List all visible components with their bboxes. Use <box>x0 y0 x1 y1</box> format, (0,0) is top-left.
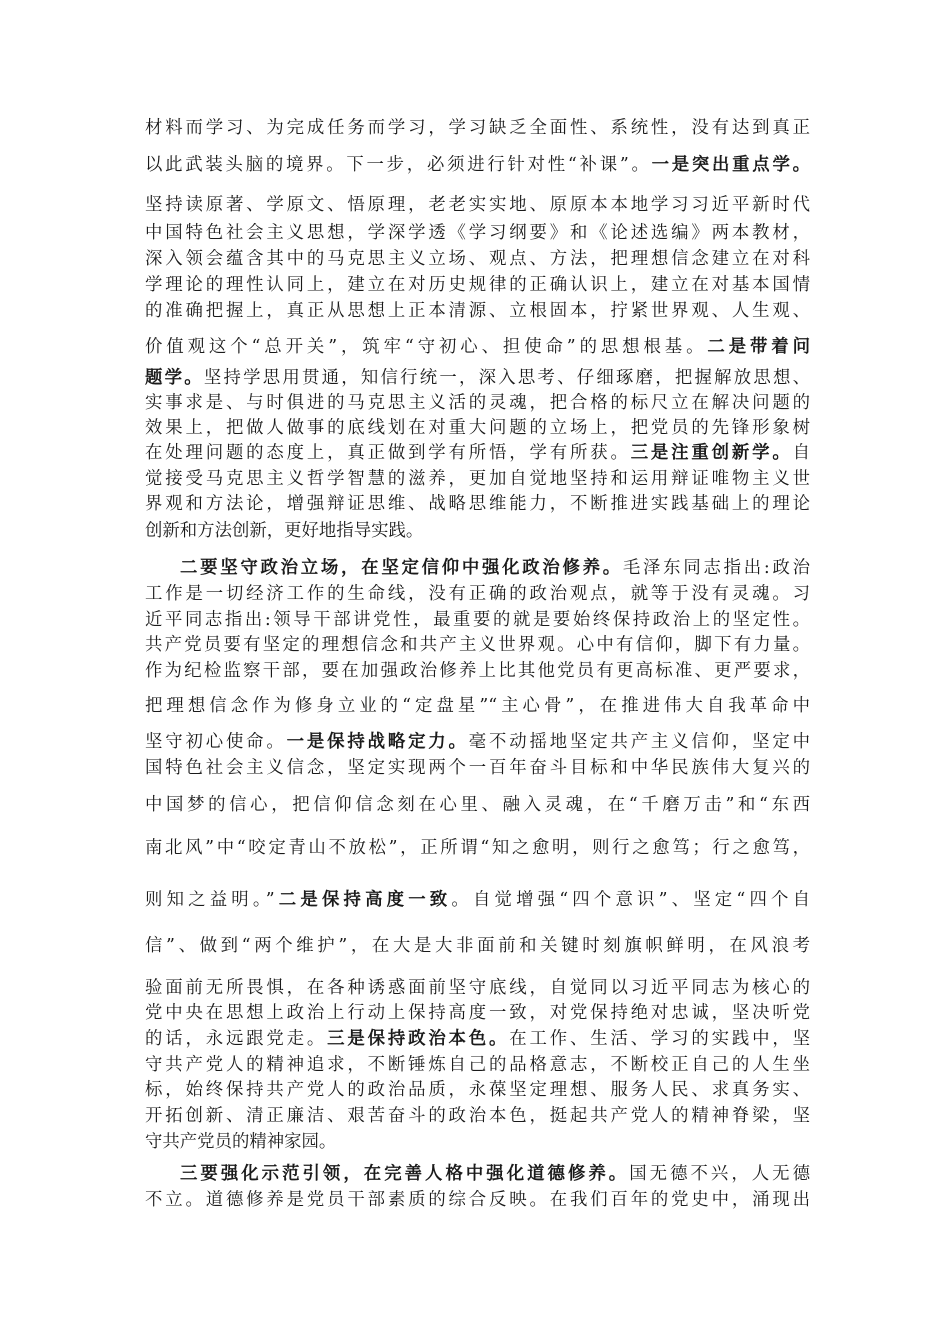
text-segment: 的准确把握上，真正从思想上正本清源、立根固本，拧紧世界观、人生观、 <box>145 301 810 321</box>
text-line <box>145 836 810 860</box>
text-line <box>180 1162 810 1186</box>
text-segment: 自 <box>792 443 810 463</box>
text-line <box>145 608 810 632</box>
bold-text-segment: 二是带着问 <box>707 337 810 357</box>
text-segment: 坚持读原著、学原文、悟原理，老老实实地、原原本本地学习习近平新时代 <box>145 195 810 215</box>
text-segment: 价值观这个“总开关”，筑牢“守初心、担使命”的思想根基。 <box>145 337 708 357</box>
text-segment: 南北风”中“咬定青山不放松”，正所谓“知之愈明，则行之愈笃；行之愈笃， <box>145 838 810 858</box>
text-segment: 实事求是、与时俱进的马克思主义活的灵魂，把合格的标尺立在解决问题的 <box>145 393 810 413</box>
bold-text-segment: 一是突出重点学。 <box>651 155 810 175</box>
text-segment: 坚守初心使命。 <box>145 732 287 752</box>
text-line <box>145 934 810 958</box>
text-segment: 验面前无所畏惧，在各种诱惑面前坚守底线，自觉同以习近平同志为核心的 <box>145 978 810 998</box>
text-segment: 近平同志指出:领导干部讲党性，最重要的就是要始终保持政治上的坚定性。 <box>145 610 810 630</box>
text-segment: 则知之益明。” <box>145 890 275 910</box>
text-segment: 材料而学习、为完成任务而学习，学习缺乏全面性、系统性，没有达到真正 <box>145 118 810 138</box>
text-line <box>145 1188 810 1212</box>
text-segment: 党中央在思想上政治上行动上保持高度一致，对党保持绝对忠诚，坚决听党 <box>145 1003 810 1023</box>
text-line <box>145 441 810 465</box>
bold-text-segment: 题学。 <box>145 368 204 388</box>
text-line <box>145 694 810 718</box>
text-segment: 守共产党人的精神追求，不断锤炼自己的品格意志，不断校正自己的人生坐 <box>145 1055 810 1075</box>
text-line <box>145 659 810 683</box>
bold-text-segment: 二是保持高度一致 <box>274 890 452 910</box>
text-segment: 深入领会蕴含其中的马克思主义立场、观点、方法，把理想信念建立在对科 <box>145 249 810 269</box>
text-line <box>145 1130 810 1154</box>
text-segment: 工作是一切经济工作的生命线，没有正确的政治观点，就等于没有灵魂。习 <box>145 584 810 604</box>
text-segment: 中国特色社会主义思想，学深学透《学习纲要》和《论述选编》两本教材， <box>145 223 810 243</box>
text-segment: 国无德不兴，人无德 <box>629 1164 810 1184</box>
text-segment: 的话，永远跟党走。 <box>145 1029 328 1049</box>
text-segment: 界观和方法论，增强辩证思维、战略思维能力，不断推进实践基础上的理论 <box>145 494 810 514</box>
text-segment: 创新和方法创新，更好地指导实践。 <box>145 521 424 541</box>
bold-text-segment: 一是保持战略定力。 <box>286 732 469 752</box>
text-line <box>145 519 810 543</box>
text-segment: 不立。道德修养是党员干部素质的综合反映。在我们百年的党史中，涌现出 <box>145 1190 810 1210</box>
text-segment: 在处理问题的态度上，真正做到学有所悟，学有所获。 <box>145 443 631 463</box>
text-line <box>145 888 810 912</box>
text-segment: 在工作、生活、学习的实践中，坚 <box>509 1029 810 1049</box>
text-line <box>145 1078 810 1102</box>
text-segment: 作为纪检监察干部，要在加强政治修养上比其他党员有更高标准、更严要求， <box>145 661 810 681</box>
text-segment: 守共产党员的精神家园。 <box>145 1132 337 1152</box>
text-line <box>180 556 810 580</box>
text-line <box>145 976 810 1000</box>
text-line <box>145 793 810 817</box>
bold-text-segment: 三是注重创新学。 <box>630 443 793 463</box>
text-line <box>145 193 810 217</box>
text-segment: 坚持学思用贯通，知信行统一，深入思考、仔细琢磨，把握解放思想、 <box>203 368 810 388</box>
text-line <box>145 247 810 271</box>
text-line <box>145 730 810 754</box>
text-segment: 中国梦的信心，把信仰信念刻在心里、融入灵魂，在“千磨万击”和“东西 <box>145 795 810 815</box>
text-line <box>145 366 810 390</box>
text-segment: 国特色社会主义信念，坚定实现两个一百年奋斗目标和中华民族伟大复兴的 <box>145 758 810 778</box>
text-line <box>145 1104 810 1128</box>
text-line <box>145 221 810 245</box>
text-line <box>145 299 810 323</box>
text-segment: 学理论的理性认同上，建立在对历史规律的正确认识上，建立在对基本国情 <box>145 275 810 295</box>
bold-text-segment: 三要强化示范引领，在完善人格中强化道德修养。 <box>180 1164 630 1184</box>
text-line <box>145 582 810 606</box>
text-segment: 共产党员要有坚定的理想信念和共产主义世界观。心中有信仰，脚下有力量。 <box>145 635 810 655</box>
text-segment: 效果上，把做人做事的底线划在对重大问题的立场上，把党员的先锋形象树 <box>145 418 810 438</box>
text-segment: 毫不动摇地坚定共产主义信仰，坚定中 <box>468 732 810 752</box>
text-segment: 以此武装头脑的境界。下一步，必须进行针对性“补课”。 <box>145 155 652 175</box>
text-segment: 标，始终保持共产党人的政治品质，永葆坚定理想、服务人民、求真务实、 <box>145 1080 810 1100</box>
text-line <box>145 273 810 297</box>
text-segment: 开拓创新、清正廉洁、艰苦奋斗的政治本色，挺起共产党人的精神脊梁，坚 <box>145 1106 810 1126</box>
text-line <box>145 633 810 657</box>
text-line <box>145 492 810 516</box>
text-segment: 把理想信念作为修身立业的“定盘星”“主心骨”，在推进伟大自我革命中 <box>145 696 810 716</box>
bold-text-segment: 二要坚守政治立场，在坚定信仰中强化政治修养。 <box>180 558 623 578</box>
text-line <box>145 467 810 491</box>
text-line <box>145 153 810 177</box>
text-line <box>145 335 810 359</box>
bold-text-segment: 三是保持政治本色。 <box>327 1029 510 1049</box>
text-line <box>145 116 810 140</box>
text-segment: 觉接受马克思主义哲学智慧的滋养，更加自觉地坚持和运用辩证唯物主义世 <box>145 469 810 489</box>
text-line <box>145 1027 810 1051</box>
text-line <box>145 416 810 440</box>
text-line <box>145 756 810 780</box>
text-line <box>145 391 810 415</box>
text-segment: 信”、做到“两个维护”，在大是大非面前和关键时刻旗帜鲜明，在风浪考 <box>145 936 810 956</box>
text-line <box>145 1053 810 1077</box>
text-segment: 毛泽东同志指出:政治 <box>622 558 810 578</box>
text-segment: 。自觉增强“四个意识”、坚定“四个自 <box>451 890 810 910</box>
text-line <box>145 1001 810 1025</box>
